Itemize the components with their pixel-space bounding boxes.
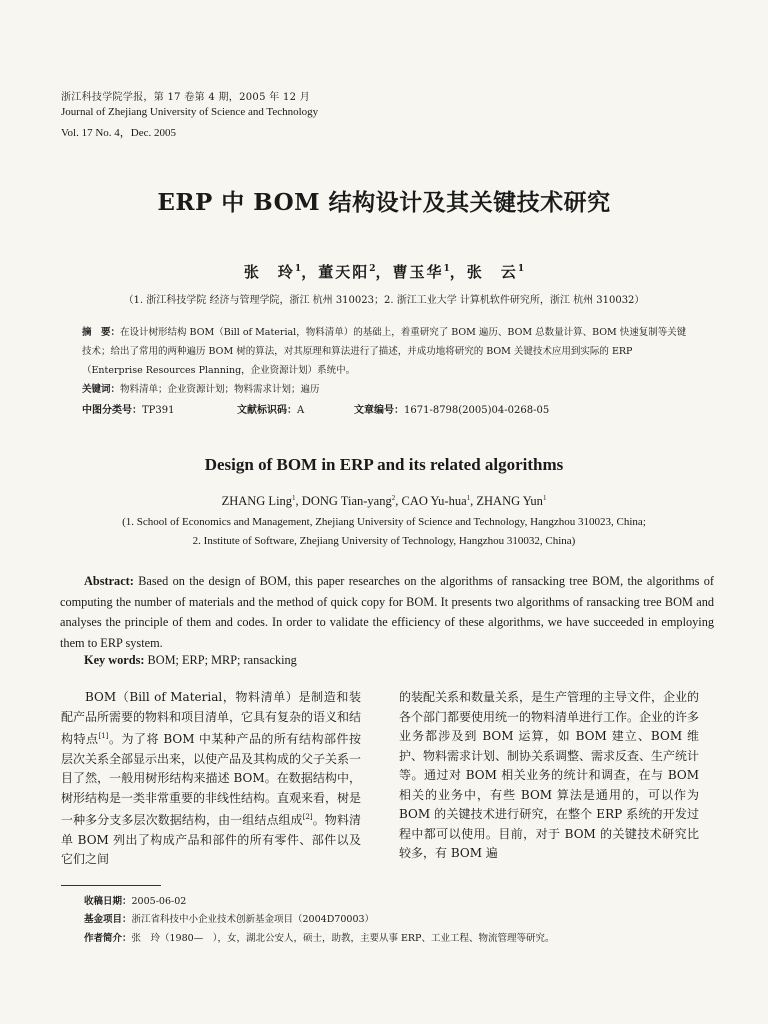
footnote-divider	[61, 885, 161, 886]
abstract-en-text: Based on the design of BOM, this paper researches on the algorithms of ransacking tree BOM, the algorithms of computing the number of materials and the method of quick copy for BOM. It presents two algorithms of ransacking tree BOM and analyses the principle of them and codes. In order to validate the efficiency of these algorithms, we have succeeded in employing them to ERP system.	[60, 574, 715, 650]
author-affil-mark: 1	[294, 264, 302, 274]
author-affil-mark: 1	[466, 494, 471, 502]
abstract-en	[60, 571, 714, 653]
affiliation-en-1: (1. School of Economics and Management, Zhejiang University of Science and Technology, Hangzhou 310023, China;	[122, 516, 646, 528]
doc-code-label: 文献标识码：	[237, 405, 297, 416]
authors-en: ZHANG Ling$^1$, DONG Tian-yang$^2$, CAO Yu-hua$^1$, ZHANG Yun$^1$	[221, 494, 547, 509]
footnote-label: 作者简介：	[84, 933, 132, 944]
authors-cn: 张 玲$^1$，董天阳$^2$，曹玉华$^1$，张 云$^1$	[243, 263, 525, 281]
abstract-en-label: Abstract:	[84, 574, 134, 588]
author-affil-mark: 2	[391, 494, 396, 502]
footnote-label: 基金项目：	[84, 914, 132, 925]
citation-ref: [2]	[302, 813, 313, 821]
author-affil-mark: 1	[292, 494, 296, 502]
affiliation-cn: （1. 浙江科技学院 经济与管理学院，浙江 杭州 310023；2. 浙江工业大学 计算机软件研究所，浙江 杭州 310032）	[123, 295, 645, 306]
footnote-value: 2005-06-02	[131, 896, 187, 907]
article-no-label: 文章编号：	[354, 405, 404, 416]
keywords-en-label: Key words:	[84, 653, 145, 667]
keywords-cn-label: 关键词：	[82, 384, 121, 395]
body-column-right: 的装配关系和数量关系，是生产管理的主导文件，企业的各个部门都要使用统一的物料清单进行工作。企业的许多业务都涉及到 BOM 运算，如 BOM 建立、BOM 维护、物料需求计划、制协关系调整、需求反查、生产统计等。通过对 BOM 相关业务的统计和调查，在与 BOM 相关的业务中，有些 BOM 算法是通用的，可以作为 BOM 的关键技术进行研究，在整个 ERP 系统的开发过程中都可以使用。目前，对于 BOM 的关键技术研究比较多，有 BOM 遍	[399, 690, 700, 860]
footnote-author	[84, 930, 554, 944]
journal-name-en: Journal of Zhejiang University of Science and Technology	[61, 106, 319, 118]
body-text: 。物料清单 BOM 列出了构成产品和部件的所有零件、部件以及它们之间	[61, 813, 361, 866]
author-name: DONG Tian-yang	[301, 494, 392, 509]
article-number	[354, 401, 549, 416]
abstract-cn-label: 摘 要：	[82, 327, 121, 338]
paper-title-cn: ERP 中 BOM 结构设计及其关键技术研究	[157, 189, 611, 216]
doc-code-value: A	[297, 405, 305, 416]
keywords-en	[84, 653, 297, 668]
abstract-cn	[82, 323, 692, 399]
author-affil-mark: 1	[542, 494, 547, 502]
abstract-cn-text: 在设计树形结构 BOM（Bill of Material，物料清单）的基础上，着重研究了 BOM 遍历、BOM 总数量计算、BOM 快速复制等关键技术；给出了常用的两种遍历 BOM 树的算法，对其原理和算法进行了描述，并成功地将研究的 BOM 关键技术应用到实际的 ERP（Enterprise Resources Planning，企业资源计划）系统中。	[82, 327, 687, 376]
author-affil-mark: 2	[369, 264, 376, 274]
author-name: ZHANG Ling	[221, 494, 293, 509]
body-text: 。为了将 BOM 中某种产品的所有结构部件按层次关系全部显示出来，以使产品及其构成的父子关系一目了然，一般用树形结构来描述 BOM。在数据结构中，树形结构是一类非常重要的非线性结构。直观来看，树是一种多分支多层次数据结构，由一组结点组成	[61, 732, 362, 827]
author-name: CAO Yu-hua	[401, 494, 467, 509]
footnote-value: 浙江省科技中小企业技术创新基金项目（2004D70003）	[131, 914, 375, 925]
author-name: 张 玲	[243, 263, 295, 281]
paper-title-en: Design of BOM in ERP and its related algorithms	[204, 455, 564, 474]
keywords-en-text: BOM; ERP; MRP; ransacking	[147, 653, 297, 667]
author-name: 张 云	[466, 263, 518, 281]
citation-ref: [1]	[98, 732, 109, 740]
body-column-left	[61, 688, 361, 870]
clc-value: TP391	[142, 405, 175, 416]
journal-volume-en: Vol. 17 No. 4，Dec. 2005	[61, 127, 176, 139]
doc-code	[237, 401, 304, 416]
article-no-value: 1671-8798(2005)04-0268-05	[404, 405, 550, 416]
clc-label: 中图分类号：	[82, 405, 142, 416]
keywords-cn-text: 物料清单；企业资源计划；物料需求计划；遍历	[120, 384, 320, 395]
clc-number	[82, 401, 175, 416]
footnote-fund	[84, 911, 374, 925]
author-affil-mark: 1	[517, 264, 525, 274]
journal-info-cn: 浙江科技学院学报，第 17 卷第 4 期，2005 年 12 月	[61, 92, 311, 103]
author-name: 董天阳	[318, 263, 370, 281]
author-name: ZHANG Yun	[476, 494, 543, 509]
footnote-received	[84, 893, 186, 907]
body-text: BOM（Bill of Material，物料清单）是制造和装配产品所需要的物料和项目清单，它具有复杂的语义和结构特点	[61, 690, 362, 746]
author-affil-mark: 1	[443, 264, 450, 274]
author-name: 曹玉华	[392, 263, 444, 281]
footnote-value: 张 玲（1980— ），女，湖北公安人，硕士，助教，主要从事 ERP、工业工程、物流管理等研究。	[131, 933, 555, 944]
footnote-label: 收稿日期：	[84, 896, 132, 907]
affiliation-en-2: 2. Institute of Software, Zhejiang University of Technology, Hangzhou 310032, China)	[192, 535, 576, 547]
